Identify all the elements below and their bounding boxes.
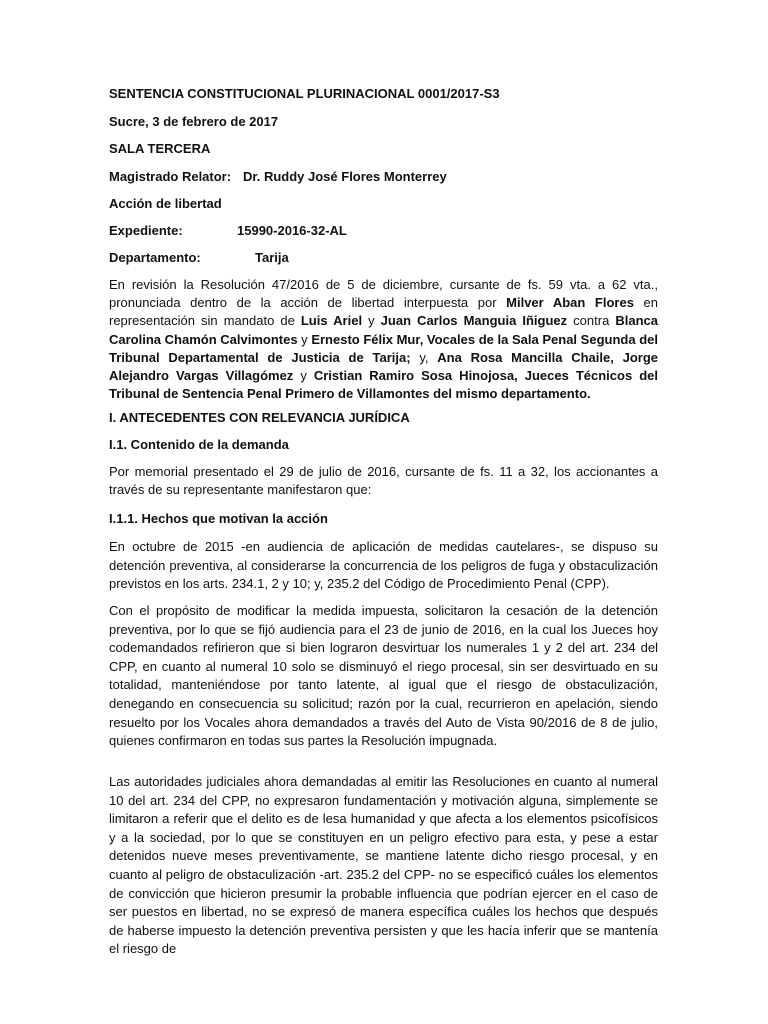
intro-bold-4: Blanca Carolina Chamón Calvimontes: [109, 313, 658, 347]
departamento-label: Departamento:: [109, 250, 201, 265]
sala-label: SALA TERCERA: [109, 141, 211, 156]
intro-text-7: y: [293, 368, 314, 384]
expediente-value: 15990-2016-32-AL: [237, 223, 347, 238]
paragraph-hechos-2: Con el propósito de modificar la medida impuesta, solicitaron la cesación de la detención preventiva, por lo que se fijó audiencia para el 23 de junio de 2016, en la cual los Jueces hoy codemandados refirieron que si bien lograron desvirtuar los numerales 1 y 2 del art. 234 del CPP, en cuanto al numeral 10 solo se disminuyó el riego procesal, sin ser desvirtuado en su totalidad, manteniéndose por tanto latente, al igual que el riesgo de obstaculización, denegando en consecuencia su solicitud; razón por la cual, recurrieron en apelación, siendo resuelto por los Vocales ahora demandados a través del Auto de Vista 90/2016 de 8 de julio, quienes confirmaron en todas sus partes la Resolución impugnada.: [109, 603, 658, 749]
intro-bold-5: Ernesto Félix Mur, Vocales de la Sala Penal Segunda del Tribunal Departamental de Justicia de Tarija;: [109, 331, 658, 365]
intro-bold-7: Cristian Ramiro Sosa Hinojosa, Jueces Técnicos del Tribunal de Sentencia Penal Primero de Villamontes del mismo departamento.: [109, 368, 658, 402]
subsection-heading-2: I.1.1. Hechos que motivan la acción: [109, 511, 328, 526]
section-heading: I. ANTECEDENTES CON RELEVANCIA JURÍDICA: [109, 410, 410, 425]
expediente-label: Expediente:: [109, 223, 183, 238]
departamento-value: Tarija: [255, 250, 289, 265]
intro-paragraph: [109, 276, 658, 403]
intro-text-3: y: [362, 313, 381, 329]
intro-bold-6: Ana Rosa Mancilla Chaile, Jorge Alejandro Vargas Villagómez: [109, 349, 659, 384]
intro-text-4: contra: [567, 313, 616, 329]
intro-text-2: en representación sin mandato de: [109, 295, 658, 329]
intro-text-1: En revisión la Resolución 47/2016 de 5 de diciembre, cursante de fs. 59 vta. a 62 vta., pronunciada dentro de la acción de libertad interpuesta por: [109, 277, 658, 311]
paragraph-hechos-3: Las autoridades judiciales ahora demandadas al emitir las Resoluciones en cuanto al numeral 10 del art. 234 del CPP, no expresaron fundamentación y motivación alguna, simplemente se limitaron a referir que el delito es de lesa humanidad y que afecta a los elementos psicofísicos y a la sociedad, por lo que se constituyen en un peligro efectivo para esta, y pese a estar detenidos nueve meses preventivamente, se mantiene latente dicho riesgo procesal, y en cuanto al peligro de obstaculización -art. 235.2 del CPP- no se especificó cuáles los elementos de convicción que hicieron presumir la probable influencia que podrían ejercer en el caso de ser puestos en libertad, no se expresó de manera específica cuáles los hechos que después de haberse impuesto la detención preventiva persisten y que les hacía inferir que se mantenía el riesgo de: [109, 774, 658, 957]
paragraph-memorial: Por memorial presentado el 29 de julio de 2016, cursante de fs. 11 a 32, los accionantes a través de su representante manifestaron que:: [109, 464, 658, 497]
document-date: Sucre, 3 de febrero de 2017: [109, 114, 279, 129]
paragraph-hechos-1: En octubre de 2015 -en audiencia de aplicación de medidas cautelares-, se dispuso su detención preventiva, al considerarse la concurrencia de los peligros de fuga y obstaculización previstos en los arts. 234.1, 2 y 10; y, 235.2 del Código de Procedimiento Penal (CPP).: [109, 539, 658, 591]
accion-label: Acción de libertad: [109, 196, 222, 211]
intro-text-5: y: [297, 331, 312, 347]
intro-bold-3: Juan Carlos Manguia Iñiguez: [380, 313, 568, 329]
intro-bold-1: Milver Aban Flores: [506, 295, 634, 311]
subsection-heading-1: I.1. Contenido de la demanda: [109, 437, 289, 452]
magistrado-value: Dr. Ruddy José Flores Monterrey: [243, 169, 447, 184]
document-title: SENTENCIA CONSTITUCIONAL PLURINACIONAL 0001/2017-S3: [109, 86, 500, 101]
magistrado-row: [109, 168, 447, 186]
intro-text-6: y,: [410, 349, 438, 365]
magistrado-label: Magistrado Relator:: [109, 169, 232, 184]
intro-bold-2: Luis Ariel: [300, 313, 363, 329]
departamento-row: [109, 249, 289, 267]
expediente-row: [109, 222, 347, 240]
